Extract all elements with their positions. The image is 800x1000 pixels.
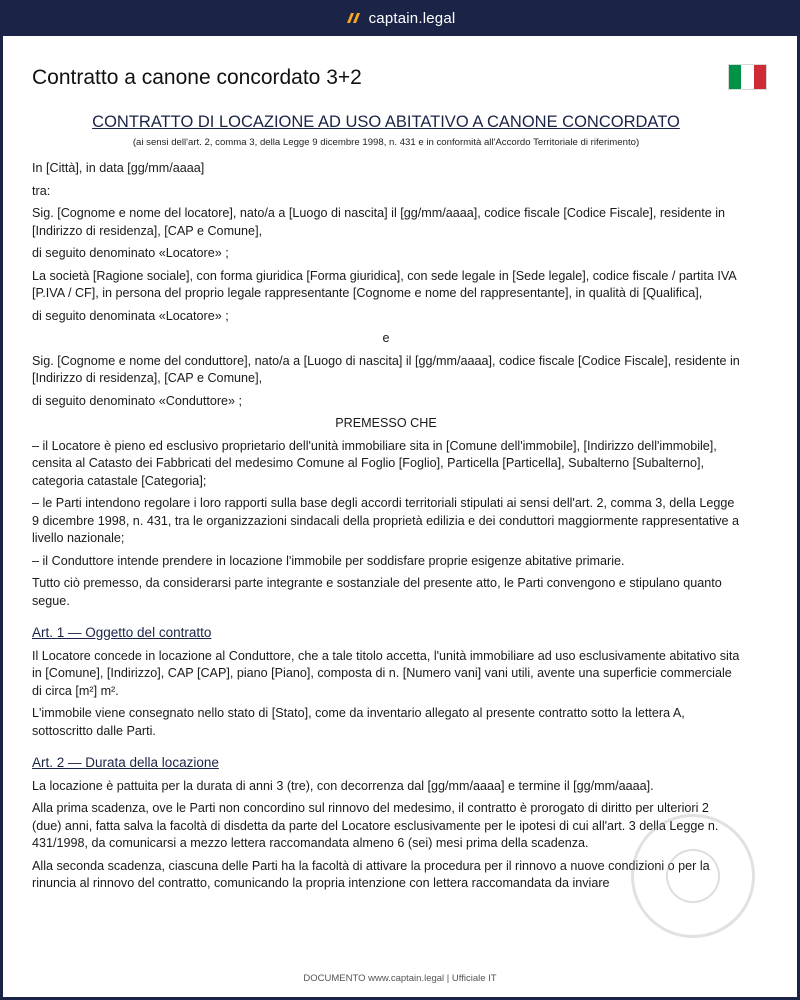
locatore-person-details: Sig. [Cognome e nome del locatore], nato/a a [Luogo di nascita] il [gg/mm/aaaa], codice fiscale [Codice Fiscale], residente in [Indirizzo di residenza], [CAP e Comune], — [32, 206, 726, 238]
document-heading: Contratto a canone concordato 3+2 — [32, 66, 362, 89]
page-footer: DOCUMENTO www.captain.legal | Ufficiale IT — [303, 973, 497, 984]
locatore-person-designation: di seguito denominato «Locatore» ; — [32, 246, 229, 260]
article-2-paragraph: Alla seconda scadenza, ciascuna delle Parti ha la facoltà di attivare la procedura per il rinnovo a nuove condizioni o per la rinuncia al rinnovo del contratto, comunicando la propria intenzione con lettera raccomandata da inviare — [32, 858, 710, 890]
premise-item: – le Parti intendono regolare i loro rapporti sulla base degli accordi territoriali stipulati ai sensi dell'art. 2, comma 3, della Legge 9 dicembre 1998, n. 431, tra le organizzazioni sindacali della proprietà edilizia e dei conduttori maggiormente rappresentative a livello nazionale; — [32, 496, 740, 545]
contract-title: CONTRATTO DI LOCAZIONE AD USO ABITATIVO A CANONE CONCORDATO — [92, 113, 680, 131]
between-label: tra: — [32, 183, 51, 198]
brand-mark-icon — [345, 12, 361, 24]
article-2-paragraph: Alla prima scadenza, ove le Parti non concordino sul rinnovo del medesimo, il contratto è prorogato di diritto per ulteriori 2 (due) anni, fatta salva la facoltà di disdetta da parte del Locatore esclusivamente per le ipotesi di cui all'art. 3 della Legge n. 431/1998, da comunicarsi a mezzo lettera raccomandata almeno 6 (sei) mesi prima della scadenza. — [32, 801, 719, 850]
premise-item: – il Conduttore intende prendere in locazione l'immobile per soddisfare proprie esigenze abitative primarie. — [32, 553, 625, 568]
article-2-paragraph: La locazione è pattuita per la durata di anni 3 (tre), con decorrenza dal [gg/mm/aaaa] e termine il [gg/mm/aaaa]. — [32, 778, 654, 793]
contract-body — [32, 112, 740, 898]
italy-flag-icon — [728, 64, 767, 90]
and-separator: e — [382, 331, 390, 345]
premises-heading: PREMESSO CHE — [335, 416, 437, 430]
contract-subtitle: (ai sensi dell'art. 2, comma 3, della Legge 9 dicembre 1998, n. 431 e in conformità all'Accordo Territoriale di riferimento) — [132, 137, 640, 148]
top-bar — [0, 0, 800, 36]
article-1-heading: Art. 1 — Oggetto del contratto — [32, 625, 212, 640]
conduttore-designation: di seguito denominato «Conduttore» ; — [32, 393, 243, 408]
document-page — [3, 36, 797, 997]
flag-red-stripe — [754, 65, 766, 89]
brand-name: captain.legal — [368, 9, 456, 27]
flag-white-stripe — [741, 65, 753, 89]
flag-green-stripe — [729, 65, 741, 89]
article-1-paragraph: Il Locatore concede in locazione al Conduttore, che a tale titolo accetta, l'unità immobiliare ad uso esclusivamente abitativo sita in [Comune], [Indirizzo], CAP [CAP], piano [Piano], composta di n. [Numero vani] vani utili, avente una superficie commerciale di circa [m²] m². — [32, 648, 740, 698]
place-date: In [Città], in data [gg/mm/aaaa] — [32, 161, 205, 175]
premise-item: – il Locatore è pieno ed esclusivo proprietario dell'unità immobiliare sita in [Comune dell'immobile], [Indirizzo dell'immobile], censita al Catasto dei Fabbricati del medesimo Comune al Foglio [Foglio], Particella [Particella], Subalterno [Subalterno], categoria catastale [Categoria]; — [32, 438, 717, 488]
brand-logo[interactable] — [345, 10, 456, 27]
premises-conclusion: Tutto ciò premesso, da considerarsi parte integrante e sostanziale del presente atto, le Parti convengono e stipulano quanto segue. — [32, 576, 722, 608]
article-2-heading: Art. 2 — Durata della locazione — [32, 755, 219, 770]
conduttore-details: Sig. [Cognome e nome del conduttore], nato/a a [Luogo di nascita] il [gg/mm/aaaa], codice fiscale [Codice Fiscale], residente in [Indirizzo di residenza], [CAP e Comune], — [32, 353, 740, 385]
locatore-company-designation: di seguito denominata «Locatore» ; — [32, 308, 229, 323]
locatore-company-details: La società [Ragione sociale], con forma giuridica [Forma giuridica], con sede legale in [Sede legale], codice fiscale / partita IVA [P.IVA / CF], in persona del proprio legale rappresentante [Cognome e nome del rappresentante], in qualità di [Qualifica], — [32, 268, 737, 300]
article-1-paragraph: L'immobile viene consegnato nello stato di [Stato], come da inventario allegato al presente contratto sotto la lettera A, sottoscritto dalle Parti. — [32, 706, 685, 738]
